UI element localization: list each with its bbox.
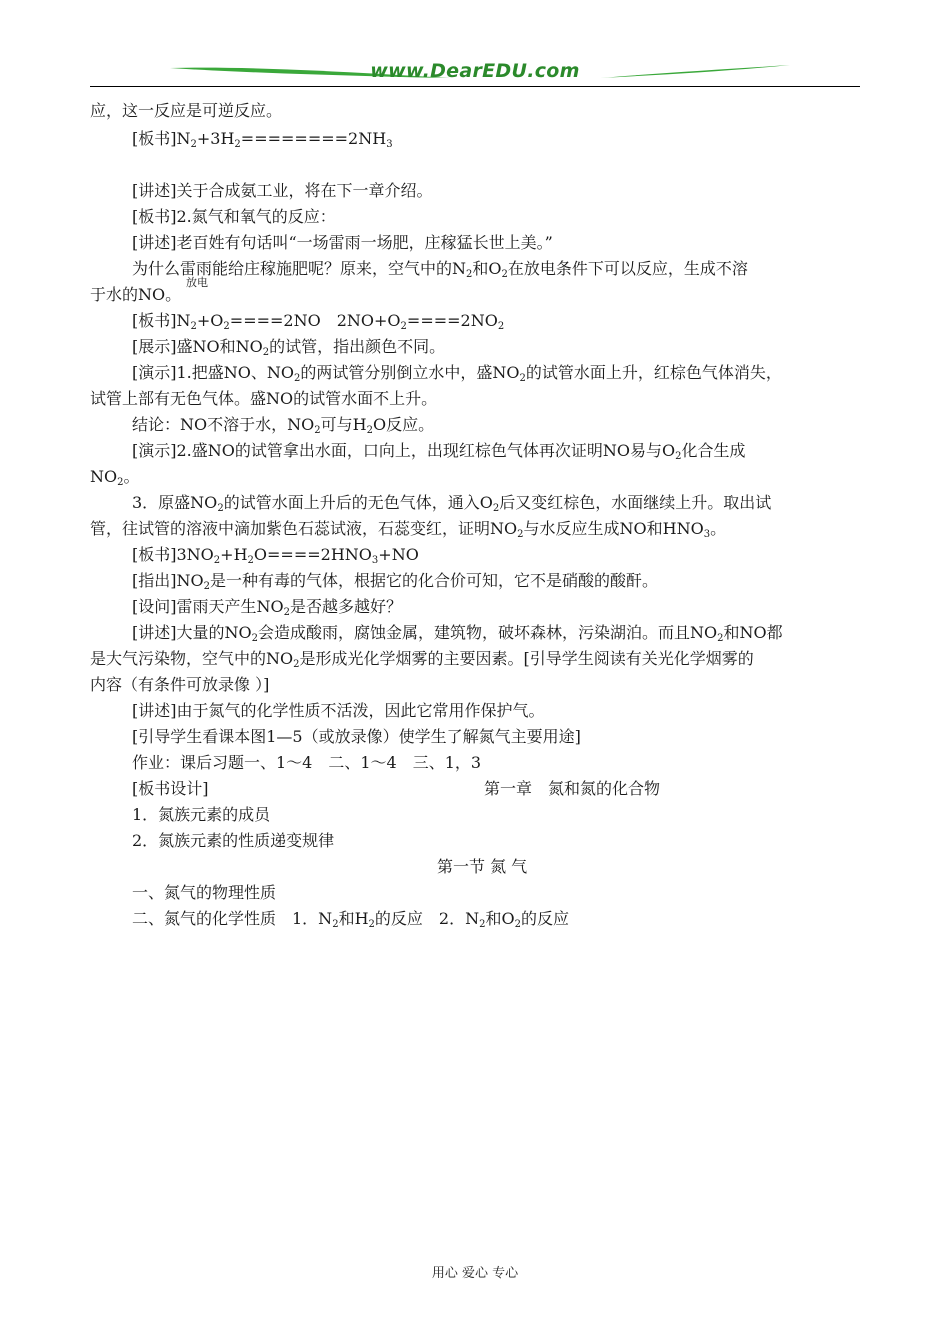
text-line: [设问]雷雨天产生$NO_2$是否越多越好？ xyxy=(132,597,402,618)
subscript: 2 xyxy=(675,451,682,462)
subscript: 2 xyxy=(294,373,301,384)
text-line: [讲述]关于合成氨工业，将在下一章介绍。 xyxy=(132,181,433,200)
text-line: 3．原盛$NO_2$的试管水面上升后的无色气体，通入$O_2$后又变红棕色，水面继续上升。取出试 xyxy=(132,493,772,514)
subscript: 2 xyxy=(217,503,224,514)
page-header xyxy=(90,58,860,90)
text-line: [板书]2.氮气和氧气的反应： xyxy=(132,207,336,226)
subscript: 2 xyxy=(223,321,230,332)
text-line: 二、氮气的化学性质 1．$N_2$和$H_2$的反应 2．$N_2$和$O_2$的反应 xyxy=(132,909,569,930)
text-line: 作业：课后习题一、1～4 二、1～4 三、1，3 xyxy=(132,753,482,772)
subscript: 2 xyxy=(366,425,373,436)
subscript: 2 xyxy=(400,321,407,332)
page-footer: 用心 爱心 专心 xyxy=(431,1266,519,1281)
text-line: [讲述]大量的$NO_2$会造成酸雨，腐蚀金属，建筑物，破坏森林，污染湖泊。而且$NO_2$和NO都 xyxy=(132,623,783,644)
subscript: 3 xyxy=(386,139,393,150)
text-line: [板书设计] xyxy=(132,779,209,798)
subscript: 2 xyxy=(262,347,270,358)
chapter-heading: 第一章 氮和氮的化合物 xyxy=(484,779,661,798)
subscript: 2 xyxy=(251,633,258,644)
right-swoosh-decoration xyxy=(600,64,790,84)
subscript: 2 xyxy=(117,477,124,488)
discharge-label: 放电 xyxy=(186,276,208,289)
subscript: 2 xyxy=(203,581,210,592)
text-line: [板书]$N_2+O_2====2NO$ $2NO+O_2====2NO_2$ xyxy=(132,311,505,332)
text-line: 1．氮族元素的成员 xyxy=(132,805,271,824)
subscript: 2 xyxy=(492,503,500,514)
subscript: 2 xyxy=(314,425,321,436)
text-line: 为什么雷雨能给庄稼施肥呢？原来，空气中的$N_2$和$O_2$在放电条件下可以反应，生成不溶 xyxy=(132,259,748,280)
section-heading: 第一节 氮 气 xyxy=(437,857,528,876)
subscript: 2 xyxy=(190,139,197,150)
subscript: 2 xyxy=(466,269,473,280)
text-line: [演示]1.把盛NO、$NO_2$的两试管分别倒立水中，盛$NO_2$的试管水面上升，红棕色气体消失， xyxy=(132,363,782,384)
subscript: 2 xyxy=(190,321,197,332)
subscript: 2 xyxy=(332,919,339,930)
site-logo: www.DearEDU.com xyxy=(370,60,580,82)
subscript: 2 xyxy=(514,919,521,930)
text-line: [讲述]老百姓有句话叫“一场雷雨一场肥，庄稼猛长世上美。” xyxy=(132,233,553,252)
subscript: 2 xyxy=(717,633,724,644)
subscript: 2 xyxy=(283,607,290,618)
subscript: 3 xyxy=(703,529,711,540)
text-line: [演示]2.盛NO的试管拿出水面，口向上，出现红棕色气体再次证明NO易与$O_2$化合生成 xyxy=(132,441,746,462)
text-line: [讲述]由于氮气的化学性质不活泼，因此它常用作保护气。 xyxy=(132,701,545,720)
text-line: [引导学生看课本图1—5（或放录像）使学生了解氮气主要用途] xyxy=(132,727,581,746)
text-line: 内容（有条件可放录像 ）] xyxy=(90,675,270,694)
subscript: 2 xyxy=(501,269,508,280)
subscript: 2 xyxy=(234,139,241,150)
subscript: 2 xyxy=(247,555,254,566)
text-line: 是大气污染物，空气中的$NO_2$是形成光化学烟雾的主要因素。[引导学生阅读有关光化学烟雾的 xyxy=(90,649,754,670)
subscript: 2 xyxy=(479,919,486,930)
text-line: 一、氮气的物理性质 xyxy=(132,883,277,902)
text-line: 于水的NO。 xyxy=(90,285,182,304)
subscript: 3 xyxy=(371,555,379,566)
subscript: 2 xyxy=(293,659,300,670)
subscript: 2 xyxy=(519,373,526,384)
header-rule xyxy=(90,86,860,87)
subscript: 2 xyxy=(497,321,505,332)
text-line: [板书]$3NO_2+H_2O====2HNO_3+NO$ xyxy=(132,545,419,566)
text-line: 应，这一反应是可逆反应。 xyxy=(90,101,283,120)
text-line: [展示]盛NO和$NO_2$的试管，指出颜色不同。 xyxy=(132,337,446,358)
subscript: 2 xyxy=(368,919,375,930)
text-line: [板书]$N_2+3H_2========2NH_3$ xyxy=(132,129,393,150)
text-line: 试管上部有无色气体。盛NO的试管水面不上升。 xyxy=(90,389,438,408)
subscript: 2 xyxy=(213,555,221,566)
text-line: $NO_2$。 xyxy=(90,467,140,488)
subscript: 2 xyxy=(517,529,524,540)
text-line: 结论：NO不溶于水，$NO_2$可与$H_2O$反应。 xyxy=(132,415,435,436)
text-line: 2．氮族元素的性质递变规律 xyxy=(132,831,335,850)
text-line: [指出]$NO_2$是一种有毒的气体，根据它的化合价可知，它不是硝酸的酸酐。 xyxy=(132,571,658,592)
text-line: 管，往试管的溶液中滴加紫色石蕊试液，石蕊变红，证明$NO_2$与水反应生成NO和$HNO_3$。 xyxy=(90,519,727,540)
